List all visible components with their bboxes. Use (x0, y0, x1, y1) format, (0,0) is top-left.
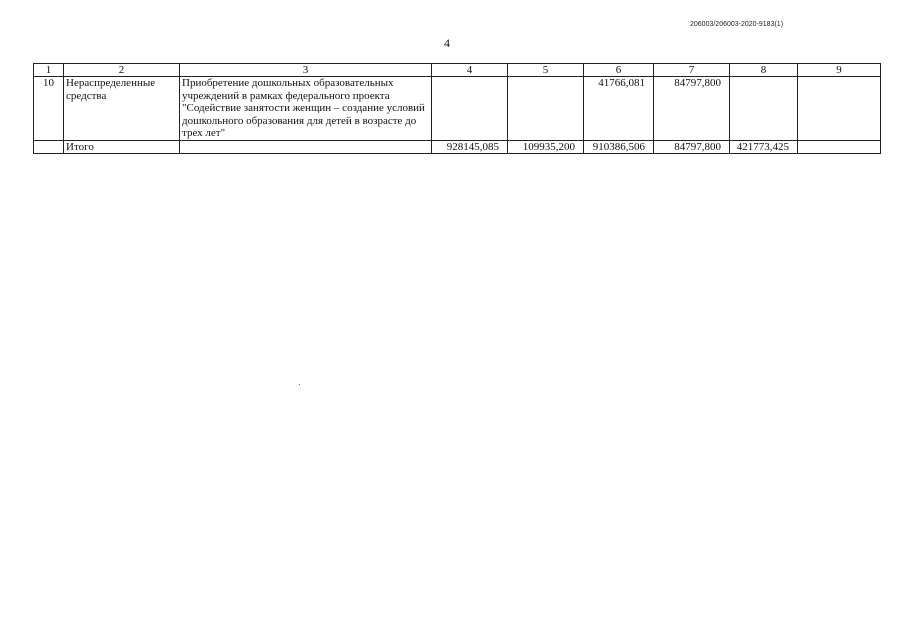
column-header-4: 4 (432, 64, 508, 77)
total-value-5: 109935,200 (508, 140, 584, 153)
page-number: 4 (444, 36, 450, 50)
column-header-9: 9 (798, 64, 881, 77)
total-description (180, 140, 432, 153)
total-value-6: 910386,506 (584, 140, 654, 153)
column-header-2: 2 (64, 64, 180, 77)
total-value-8: 421773,425 (730, 140, 798, 153)
column-header-5: 5 (508, 64, 584, 77)
row-value-7: 84797,800 (654, 77, 730, 141)
scan-speck (299, 384, 300, 385)
column-header-3: 3 (180, 64, 432, 77)
row-value-5 (508, 77, 584, 141)
total-number (34, 140, 64, 153)
budget-table (33, 63, 881, 154)
column-header-1: 1 (34, 64, 64, 77)
column-header-6: 6 (584, 64, 654, 77)
row-value-6: 41766,081 (584, 77, 654, 141)
total-row (34, 140, 881, 153)
column-header-7: 7 (654, 64, 730, 77)
row-value-8 (730, 77, 798, 141)
row-number: 10 (34, 77, 64, 141)
document-id: 206003/206003-2020-9183(1) (690, 21, 784, 28)
column-header-8: 8 (730, 64, 798, 77)
row-description: Приобретение дошкольных образовательных учреждений в рамках федерального проекта "Содействие занятости женщин – создание условий дошкольного образования для детей в возрасте до трех лет" (180, 77, 432, 141)
table-row (34, 77, 881, 141)
table-header-row (34, 64, 881, 77)
total-value-7: 84797,800 (654, 140, 730, 153)
row-source: Нераспределенные средства (64, 77, 180, 141)
total-label: Итого (64, 140, 180, 153)
total-value-9 (798, 140, 881, 153)
row-value-9 (798, 77, 881, 141)
total-value-4: 928145,085 (432, 140, 508, 153)
row-value-4 (432, 77, 508, 141)
